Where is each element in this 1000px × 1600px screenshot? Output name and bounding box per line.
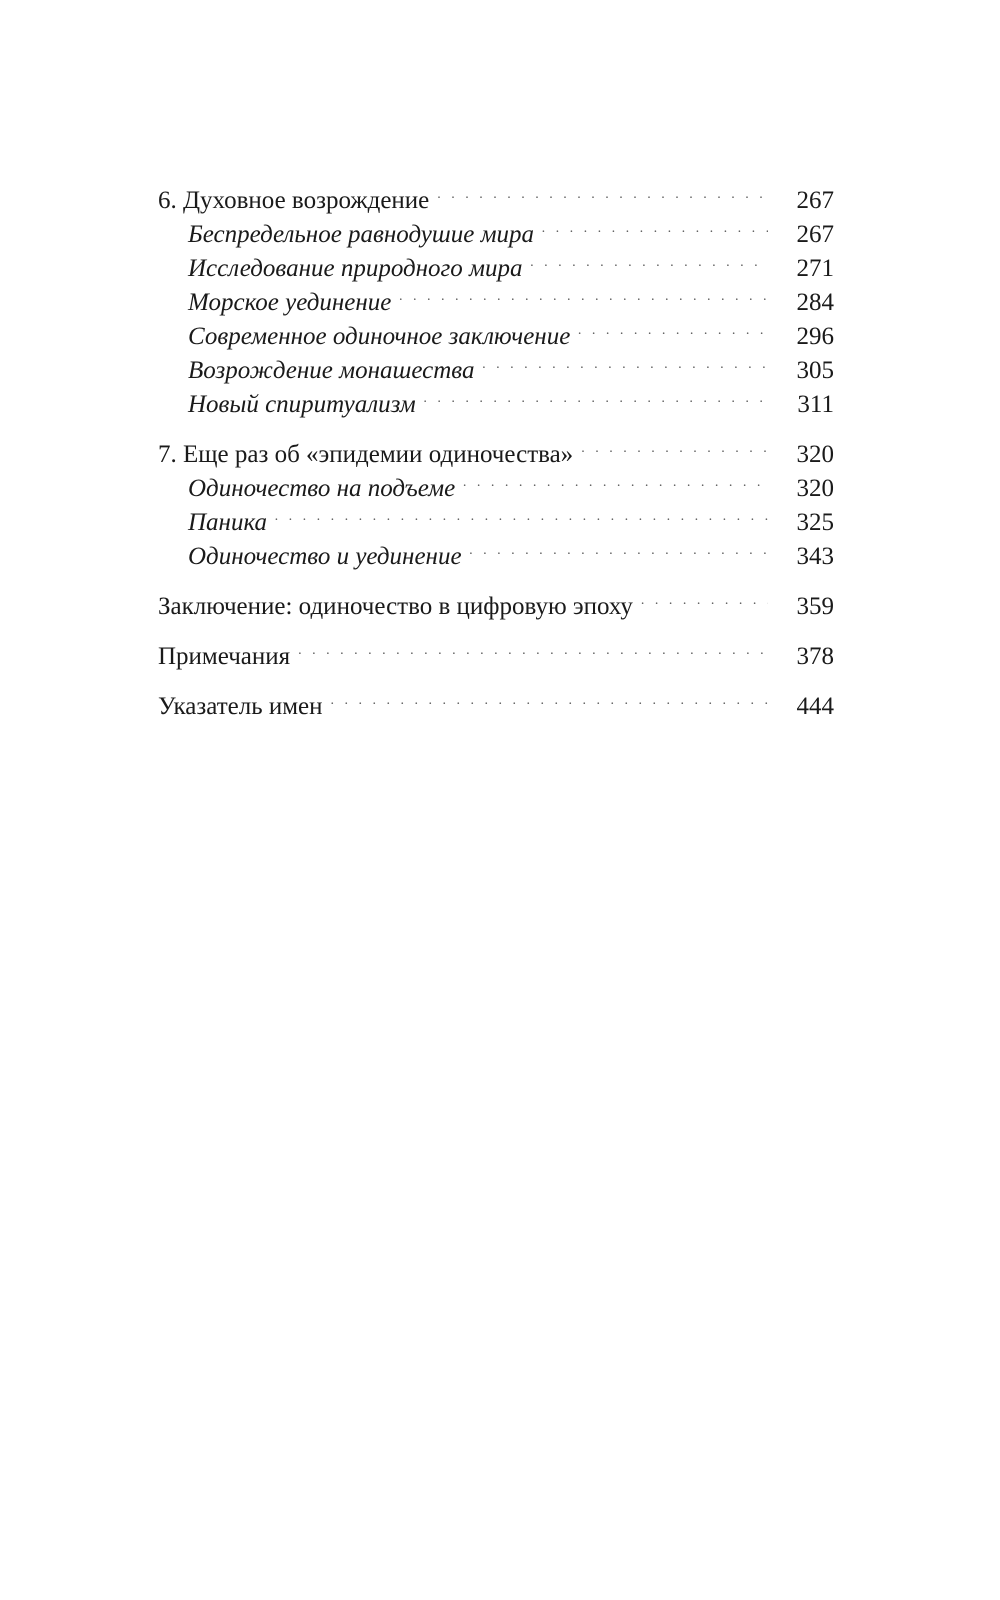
dot-leader bbox=[463, 462, 768, 496]
toc-page-number: 444 bbox=[796, 693, 834, 720]
dot-leader bbox=[581, 424, 768, 462]
dot-leader bbox=[470, 530, 768, 564]
toc-section[interactable] bbox=[158, 530, 834, 570]
dot-leader bbox=[437, 170, 768, 208]
toc-chapter-6[interactable] bbox=[158, 170, 834, 214]
toc-entry-title: Указатель имен bbox=[158, 688, 331, 726]
toc-entry-title: 7. Еще раз об «эпидемии одиночества» bbox=[158, 436, 581, 474]
toc-entry-title: Возрождение монашества bbox=[188, 354, 482, 388]
toc-page-number: 296 bbox=[796, 323, 834, 350]
toc-entry-title: 6. Духовное возрождение bbox=[158, 182, 437, 220]
toc-chapter-7[interactable] bbox=[158, 424, 834, 468]
toc-page-number: 311 bbox=[797, 391, 834, 418]
toc-section[interactable] bbox=[158, 310, 834, 350]
dot-leader bbox=[482, 344, 768, 378]
dot-leader bbox=[424, 378, 768, 412]
toc-section[interactable] bbox=[158, 276, 834, 316]
toc-page-number: 378 bbox=[796, 643, 834, 670]
toc-entry-title: Новый спиритуализм bbox=[188, 388, 424, 422]
toc-entry-title: Заключение: одиночество в цифровую эпоху bbox=[158, 588, 641, 626]
toc-page-number: 325 bbox=[796, 509, 834, 536]
toc-index[interactable] bbox=[158, 676, 834, 720]
toc-section[interactable] bbox=[158, 496, 834, 536]
toc-page-number: 267 bbox=[796, 221, 834, 248]
toc-section[interactable] bbox=[158, 208, 834, 248]
toc-page-number: 320 bbox=[796, 475, 834, 502]
toc-page-number: 305 bbox=[796, 357, 834, 384]
toc-entry-title: Примечания bbox=[158, 638, 298, 676]
toc-page-number: 320 bbox=[796, 441, 834, 468]
toc-entry-title: Беспредельное равнодушие мира bbox=[188, 218, 542, 252]
dot-leader bbox=[399, 276, 768, 310]
toc-entry-title: Исследование природного мира bbox=[188, 252, 531, 286]
dot-leader bbox=[542, 208, 768, 242]
toc-section[interactable] bbox=[158, 462, 834, 502]
toc-page-number: 359 bbox=[796, 593, 834, 620]
toc-page-number: 267 bbox=[796, 187, 834, 214]
dot-leader bbox=[641, 576, 768, 614]
toc-page-number: 284 bbox=[796, 289, 834, 316]
dot-leader bbox=[298, 626, 768, 664]
table-of-contents bbox=[158, 170, 834, 720]
dot-leader bbox=[275, 496, 768, 530]
toc-section[interactable] bbox=[158, 242, 834, 282]
dot-leader bbox=[578, 310, 768, 344]
toc-page-number: 271 bbox=[796, 255, 834, 282]
toc-entry-title: Паника bbox=[188, 506, 275, 540]
toc-entry-title: Одиночество на подъеме bbox=[188, 472, 463, 506]
toc-section[interactable] bbox=[158, 344, 834, 384]
toc-entry-title: Морское уединение bbox=[188, 286, 399, 320]
dot-leader bbox=[331, 676, 768, 714]
toc-conclusion[interactable] bbox=[158, 576, 834, 620]
toc-section[interactable] bbox=[158, 378, 834, 418]
toc-notes[interactable] bbox=[158, 626, 834, 670]
toc-entry-title: Одиночество и уединение bbox=[188, 540, 470, 574]
toc-entry-title: Современное одиночное заключение bbox=[188, 320, 578, 354]
toc-page-number: 343 bbox=[796, 543, 834, 570]
dot-leader bbox=[531, 242, 769, 276]
